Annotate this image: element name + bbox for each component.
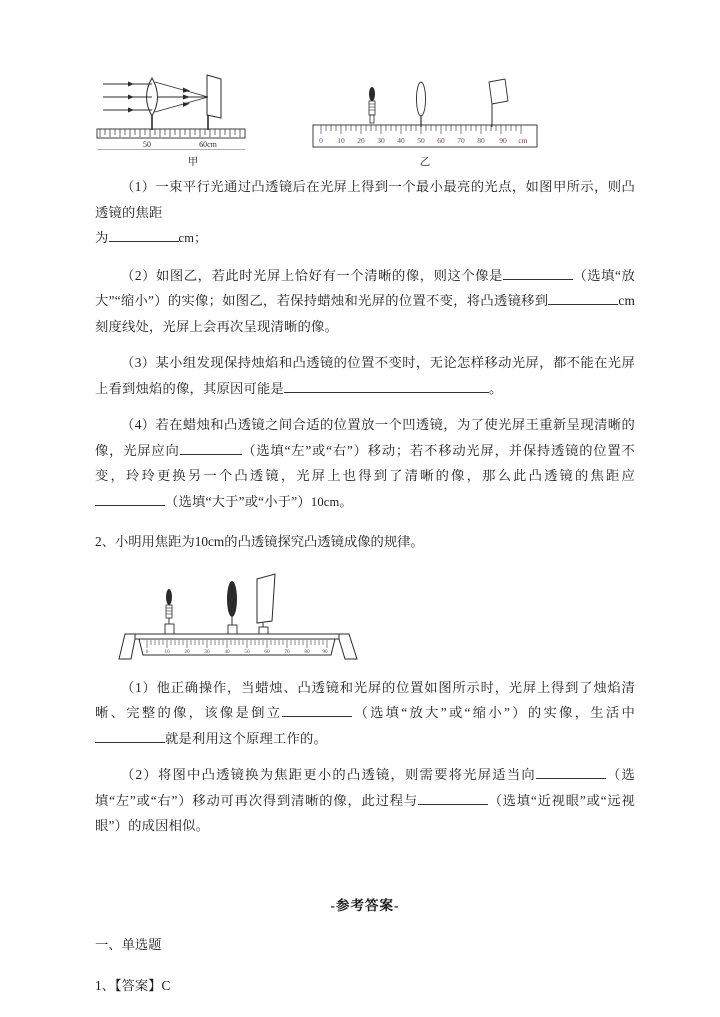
question-1-4 — [95, 412, 635, 515]
figure-yi-screen — [489, 79, 508, 127]
figure-yi-caption: 乙 — [419, 157, 431, 168]
svg-text:70: 70 — [457, 136, 465, 145]
q1-4-text-b-pre: 向 — [165, 442, 180, 458]
q1-4-text-d: 10cm。 — [310, 494, 353, 509]
question-1-2 — [95, 263, 635, 340]
q2-2-text-a-post: （选填“左”或“右”） — [95, 767, 635, 808]
svg-text:80: 80 — [304, 648, 310, 655]
q2-1-text-b-pre: 该像是倒立 — [204, 705, 283, 720]
answer-blank-1-3[interactable] — [284, 392, 489, 393]
figure-jia-svg — [95, 70, 291, 150]
bench2-candle — [165, 589, 174, 634]
document-content — [95, 70, 635, 1014]
figure-jia-caption: 甲 — [187, 157, 199, 168]
svg-text:80: 80 — [477, 136, 485, 145]
figure-yi-lens — [417, 82, 426, 127]
bench2-screen — [257, 574, 275, 636]
q1-2-text-b-pre: 的实像；如图乙，若保持蜡烛和光屏的位置不变，将凸透镜移到 — [167, 293, 549, 308]
figure-yi — [309, 70, 541, 170]
svg-text:50: 50 — [417, 136, 425, 145]
question-1-1 — [95, 174, 635, 225]
svg-text:10: 10 — [337, 136, 345, 145]
q1-1-text-b-post: cm； — [178, 231, 207, 245]
q2-1-text-b-post: 就是利用这个原理工作的。 — [165, 730, 327, 746]
q2-1-text-b-mid: （选填“放大”或“缩小”）的实像，生活中 — [352, 705, 635, 720]
q1-1-text-a: （1）一束平行光通过凸透镜后在光屏上得到一个最小最亮的光点，如图甲所示，则凸透镜的焦距 — [95, 179, 635, 220]
svg-text:40: 40 — [224, 648, 230, 655]
svg-text:20: 20 — [184, 648, 190, 655]
answer-blank-2-1a[interactable] — [282, 716, 352, 717]
question-1-3 — [95, 350, 635, 401]
answer-blank-2-1b[interactable] — [95, 742, 165, 743]
q1-3-text-b-post: 。 — [488, 380, 503, 396]
figure-bench2-svg — [117, 571, 367, 663]
svg-text:10: 10 — [164, 648, 170, 655]
svg-text:0: 0 — [145, 648, 149, 655]
q1-2-text-a-post: （选填“放大”“缩小”） — [95, 267, 636, 308]
answer-blank-1-2a[interactable] — [503, 279, 573, 280]
figure-jia-label-50: 50 — [143, 140, 151, 149]
figure-jia — [95, 70, 291, 170]
answer-blank-1-4a[interactable] — [180, 454, 242, 455]
svg-text:cm: cm — [518, 136, 528, 145]
question-2-2 — [95, 762, 635, 839]
q1-2-text-a-pre: （2）如图乙，若此时光屏上恰好有一个清晰的像，则这个像是 — [121, 267, 503, 283]
q2-2-text-a-pre: （2）将图中凸透镜换为焦距更小的凸透镜，则需要将光屏适当向 — [121, 767, 536, 782]
q1-3-text-a: （3）某小组发现保持烛焰和凸透镜的位置不变时，无论怎样移动光屏，都不能在光屏上看到烛焰 — [95, 355, 635, 396]
figure-yi-ruler-labels — [319, 136, 528, 145]
question-2-1 — [95, 675, 635, 752]
answer-blank-1-2b[interactable] — [548, 304, 618, 305]
figure-yi-candle — [369, 87, 375, 123]
svg-text:50: 50 — [244, 648, 250, 655]
svg-text:60: 60 — [264, 648, 270, 655]
svg-text:60: 60 — [437, 136, 445, 145]
svg-text:40: 40 — [397, 136, 405, 145]
answers-section-heading: 一、单选题 — [95, 936, 162, 952]
q2-2-text-b-post: （选填“近视眼”或“远视眼”）的成因相似。 — [95, 792, 635, 833]
question-1-1-cont — [95, 225, 635, 252]
q1-4-text-a: （4）若在蜡烛和凸透镜之间合适的位置放一个凹透镜，为了使光屏王重新呈现清晰的像，光屏应 — [95, 417, 635, 458]
svg-text:90: 90 — [499, 136, 507, 145]
q2-1-text-a: （1）他正确操作，当蜡烛、凸透镜和光屏的位置如图所示时，光屏上得到了烛焰清晰、完整的像， — [95, 679, 635, 720]
q2-2-text-b-pre: 移动可再次得到清晰的像，此过程与 — [192, 792, 418, 808]
q1-4-text-b-mid: （选填“左”或“右”）移动；若不移动光屏，并保持透镜的位置不变，玲玲更换另一个 — [95, 442, 636, 483]
question-2-stem: 2、小明用焦距为10cm的凸透镜探究凸透镜成像的规律。 — [95, 534, 424, 549]
answers-title: -参考答案- — [330, 897, 400, 913]
q1-2-text-c: 次呈现清晰的像。 — [229, 318, 338, 334]
answer-blank-2-2a[interactable] — [536, 778, 606, 779]
bench2-lens — [227, 581, 237, 635]
figure-jia-label-60cm: 60cm — [199, 140, 217, 149]
answer-blank-1-1[interactable] — [109, 241, 179, 242]
answer-blank-1-4b[interactable] — [95, 505, 165, 506]
figure-row-top — [95, 70, 635, 170]
svg-text:30: 30 — [204, 648, 210, 655]
svg-text:0: 0 — [319, 136, 323, 145]
q1-2-text-b-mid: cm 刻度线处，光屏上会再 — [95, 293, 636, 334]
q1-4-text-c-post: （选填“大于”或“小于”） — [165, 493, 311, 509]
svg-text:30: 30 — [377, 136, 385, 145]
q1-1-text-b-pre: 为 — [95, 230, 109, 245]
figure-bench2-wrap — [95, 565, 635, 663]
svg-text:70: 70 — [284, 648, 290, 655]
q1-4-text-c-pre: 凸透镜，光屏上也得到了清晰的像，那么此凸透镜的焦距应 — [234, 468, 635, 483]
svg-text:90: 90 — [322, 648, 328, 655]
answer-item-1: 1、【答案】C — [95, 977, 171, 993]
figure-yi-svg — [309, 70, 541, 150]
section-spacer — [95, 850, 635, 894]
q1-3-text-b-pre: 的像，其原因可能是 — [162, 380, 284, 396]
svg-text:20: 20 — [357, 136, 365, 145]
answer-blank-2-2b[interactable] — [418, 804, 488, 805]
